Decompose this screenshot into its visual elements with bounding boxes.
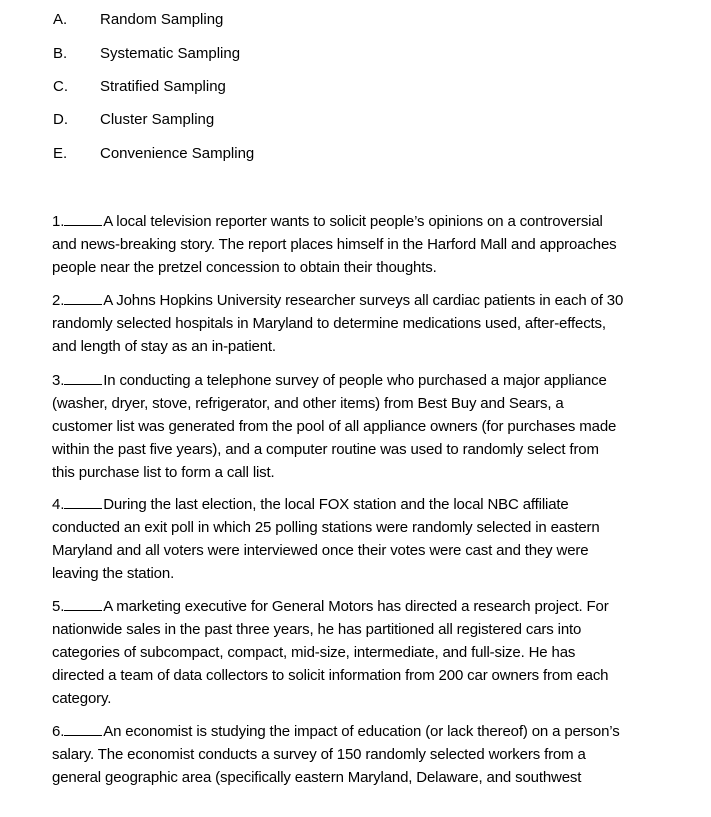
option-label: Systematic Sampling bbox=[100, 45, 241, 62]
answer-blank[interactable] bbox=[64, 211, 102, 226]
question-text: A Johns Hopkins University researcher surveys all cardiac patients in each of 30 bbox=[103, 292, 624, 309]
question-line: customer list was generated from the pool of all appliance owners (for purchases made bbox=[52, 418, 617, 435]
question-text: During the last election, the local FOX station and the local NBC affiliate bbox=[103, 496, 569, 513]
question-line bbox=[52, 289, 692, 312]
option-letter: E. bbox=[53, 145, 68, 162]
question-text: A marketing executive for General Motors has directed a research project. For bbox=[103, 598, 609, 615]
question-line: this purchase list to form a call list. bbox=[52, 464, 275, 481]
question-number: 3. bbox=[52, 372, 65, 389]
question-text: An economist is studying the impact of education (or lack thereof) on a person’s bbox=[103, 723, 620, 740]
question-line: and length of stay as an in-patient. bbox=[52, 338, 276, 355]
question-number: 2. bbox=[52, 292, 65, 309]
question-line: general geographic area (specifically eastern Maryland, Delaware, and southwest bbox=[52, 769, 582, 786]
question-5 bbox=[52, 595, 692, 710]
question-line: salary. The economist conducts a survey of 150 randomly selected workers from a bbox=[52, 746, 586, 763]
question-line: randomly selected hospitals in Maryland to determine medications used, after-effects, bbox=[52, 315, 606, 332]
question-line: nationwide sales in the past three years, he has partitioned all registered cars into bbox=[52, 621, 582, 638]
question-3 bbox=[52, 369, 692, 484]
option-letter: D. bbox=[53, 111, 68, 128]
question-line: (washer, dryer, stove, refrigerator, and other items) from Best Buy and Sears, a bbox=[52, 395, 564, 412]
question-number: 5. bbox=[52, 598, 65, 615]
option-label: Convenience Sampling bbox=[100, 145, 255, 162]
answer-blank[interactable] bbox=[64, 290, 102, 305]
question-line: Maryland and all voters were interviewed once their votes were cast and they were bbox=[52, 542, 589, 559]
option-label: Stratified Sampling bbox=[100, 78, 226, 95]
question-line: people near the pretzel concession to obtain their thoughts. bbox=[52, 259, 437, 276]
question-line bbox=[52, 493, 692, 516]
question-line: categories of subcompact, compact, mid-size, intermediate, and full-size. He has bbox=[52, 644, 576, 661]
question-line: and news-breaking story. The report places himself in the Harford Mall and approaches bbox=[52, 236, 617, 253]
answer-blank[interactable] bbox=[64, 721, 102, 736]
question-text: In conducting a telephone survey of people who purchased a major appliance bbox=[103, 372, 607, 389]
question-6 bbox=[52, 720, 692, 789]
option-label: Cluster Sampling bbox=[100, 111, 215, 128]
question-line: leaving the station. bbox=[52, 565, 175, 582]
question-line: directed a team of data collectors to solicit information from 200 car owners from each bbox=[52, 667, 609, 684]
question-line bbox=[52, 210, 692, 233]
question-line: within the past five years), and a computer routine was used to randomly select from bbox=[52, 441, 599, 458]
question-line bbox=[52, 595, 692, 618]
question-1 bbox=[52, 210, 692, 279]
option-letter: A. bbox=[53, 11, 68, 28]
question-line: category. bbox=[52, 690, 112, 707]
answer-blank[interactable] bbox=[64, 596, 102, 611]
question-line: conducted an exit poll in which 25 polling stations were randomly selected in eastern bbox=[52, 519, 600, 536]
question-line bbox=[52, 720, 692, 743]
question-number: 1. bbox=[52, 213, 65, 230]
question-number: 4. bbox=[52, 496, 65, 513]
question-2 bbox=[52, 289, 692, 358]
option-label: Random Sampling bbox=[100, 11, 224, 28]
option-letter: C. bbox=[53, 78, 68, 95]
answer-blank[interactable] bbox=[64, 494, 102, 509]
question-4 bbox=[52, 493, 692, 585]
question-line bbox=[52, 369, 692, 392]
question-text: A local television reporter wants to solicit people’s opinions on a controversial bbox=[103, 213, 603, 230]
question-number: 6. bbox=[52, 723, 65, 740]
answer-blank[interactable] bbox=[64, 370, 102, 385]
option-letter: B. bbox=[53, 45, 68, 62]
